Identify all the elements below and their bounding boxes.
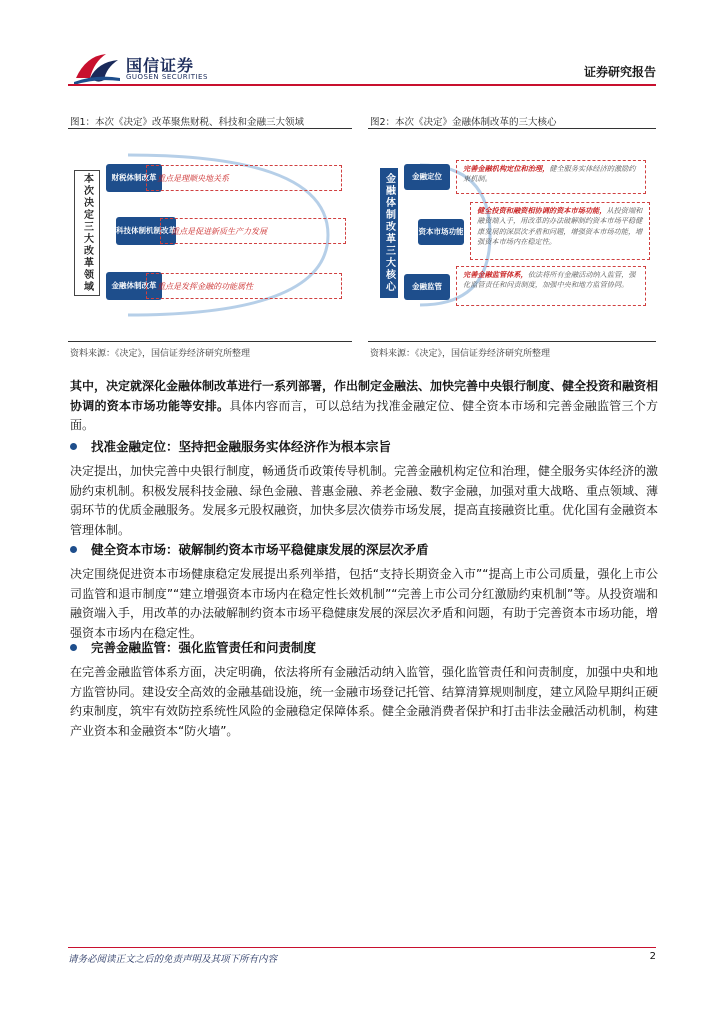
section-heading-capital-market: 健全资本市场：破解制约资本市场平稳健康发展的深层次矛盾 xyxy=(70,540,429,558)
figure1-label-fiscal: 重点是理顺央地关系 xyxy=(146,165,342,191)
figure2-box-positioning: 金融定位 xyxy=(404,164,450,190)
section-text-positioning: 决定提出，加快完善中央银行制度，畅通货币政策传导机制。完善金融机构定位和治理，健全服务实体经济的激励约束机制。积极发展科技金融、绿色金融、普惠金融、养老金融、数字金融，加强对重大战略、重点领域、薄弱环节的优质金融服务。发展多元股权融资，加快多层次债券市场发展，提高直接融资比重。优化国有金融资本管理体制。 xyxy=(70,464,659,537)
figure2-source: 资料来源：《决定》，国信证券经济研究所整理 xyxy=(370,349,551,359)
figure2-label-capital-market xyxy=(470,202,650,260)
bullet-icon xyxy=(70,644,77,651)
bullet-icon xyxy=(70,546,77,553)
figure1-source-divider xyxy=(68,341,352,342)
figure2-label-positioning-highlight: 完善金融机构定位和治理， xyxy=(463,164,550,173)
report-type: 证券研究报告 xyxy=(583,65,656,79)
section-text-supervision: 在完善金融监管体系方面，决定明确，依法将所有金融活动纳入监管，强化监管责任和问责制度，加强中央和地方监管协同。建设安全高效的金融基础设施，统一金融市场登记托管、结算清算规则制度，建立风险早期纠正硬约束制度，筑牢有效防控系统性风险的金融稳定保障体系。健全金融消费者保护和打击非法金融活动机制，构建产业资本和金融资本“防火墙”。 xyxy=(70,665,659,738)
footer-disclaimer: 请务必阅读正文之后的免责声明及其项下所有内容 xyxy=(68,954,278,965)
figure2-label-positioning-text: 健全服务实体经济的激励约束机制。 xyxy=(463,164,636,184)
page-number: 2 xyxy=(649,951,656,962)
figure1-box-finance: 金融体制改革 xyxy=(106,272,162,300)
figure1-label-tech: 重点是促进新质生产力发展 xyxy=(160,218,346,244)
figure1-source: 资料来源：《决定》，国信证券经济研究所整理 xyxy=(70,349,251,359)
figure2-label-capital-market-text: 从投资端和融资端入手，用改革的办法破解制约资本市场平稳健康发展的深层次矛盾和问题，增强资本市场功能，增强资本市场内在稳定性。 xyxy=(477,206,643,247)
section-text-capital-market: 决定围绕促进资本市场健康稳定发展提出系列举措，包括“支持长期资金入市”“提高上市公司质量，强化上市公司监管和退市制度”“建立增强资本市场内在稳定性长效机制”“完善上市公司分红激励约束机制”等。从投资端和融资端入手，用改革的办法破解制约资本市场平稳健康发展的深层次矛盾和问题，有助于完善资本市场功能，增强资本市场内在稳定性。 xyxy=(70,567,659,640)
intro-paragraph xyxy=(70,377,658,436)
brand-name-cn: 国信证券 xyxy=(126,56,195,75)
section-heading-supervision: 完善金融监管：强化监管责任和问责制度 xyxy=(70,638,316,656)
figure2-label-supervision-highlight: 完善金融监管体系， xyxy=(463,270,528,279)
figure1-box-fiscal: 财税体制改革 xyxy=(106,164,162,192)
guosen-logo-icon xyxy=(72,48,122,88)
brand-name-en: GUOSEN SECURITIES xyxy=(126,73,208,81)
figure2-box-capital-market: 资本市场功能 xyxy=(418,219,464,245)
figure2-caption-divider xyxy=(368,128,656,129)
figure1-vertical-title: 本次决定三大改革领域 xyxy=(74,170,100,296)
intro-bold: 其中，决定就深化金融体制改革进行一系列部署，作出制定金融法、加快完善中央银行制度、健全投资和融资相协调的资本市场功能等安排。 xyxy=(70,379,659,413)
bullet-icon xyxy=(70,443,77,450)
figure2-vertical-title: 金融体制改革三大核心 xyxy=(380,168,398,298)
figure2-label-supervision-text: 依法将所有金融活动纳入监管，强化监管责任和问责制度，加强中央和地方监管协同。 xyxy=(463,270,636,290)
figure2-label-capital-market-highlight: 健全投资和融资相协调的资本市场功能， xyxy=(477,206,607,215)
header-divider xyxy=(68,84,656,86)
figure1-caption-divider xyxy=(68,128,352,129)
figure2-caption: 图2：本次《决定》金融体制改革的三大核心 xyxy=(370,117,557,128)
figure2-label-positioning xyxy=(456,160,646,194)
figure2-source-divider xyxy=(368,341,656,342)
intro-rest: 具体内容而言，可以总结为找准金融定位、健全资本市场和完善金融监管三个方面。 xyxy=(70,398,658,432)
figure1-caption: 图1：本次《决定》改革聚焦财税、科技和金融三大领域 xyxy=(70,117,305,128)
figure2-label-supervision xyxy=(456,266,646,306)
section-heading-positioning: 找准金融定位：坚持把金融服务实体经济作为根本宗旨 xyxy=(70,437,391,455)
figure2-box-supervision: 金融监管 xyxy=(404,274,450,300)
figure1-label-finance: 重点是发挥金融的功能属性 xyxy=(146,273,342,299)
footer-divider xyxy=(68,947,656,948)
figure1-box-tech: 科技体制机制改革 xyxy=(116,217,176,245)
